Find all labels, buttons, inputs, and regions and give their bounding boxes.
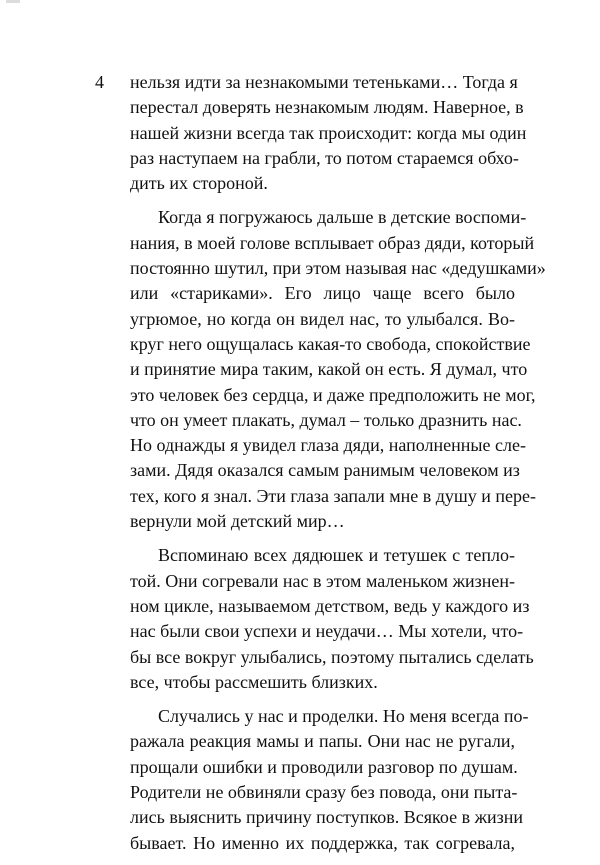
text-line: прощали ошибки и проводили разговор по душам. [130, 756, 518, 777]
text-line: нания, в моей голове всплывает образ дяди, который [130, 232, 535, 253]
text-line: постоянно шутил, при этом называя нас «дедушками» [130, 258, 546, 279]
text-line: ражала реакция мамы и папы. Они нас не ругали, [130, 731, 515, 752]
paragraph-4 [130, 704, 529, 856]
page-number: 4 [95, 72, 104, 92]
text-line: Когда я погружаюсь дальше в детские воспоми- [158, 207, 527, 228]
text-line: тех, кого я знал. Эти глаза запали мне в душу и пере- [130, 485, 536, 506]
text-line: зами. Дядя оказался самым ранимым человеком из [130, 460, 520, 481]
paragraph-2 [130, 205, 546, 534]
text-line: бывает. Но именно их поддержка, так согревала, [130, 832, 515, 853]
text-line: нас были свои успехи и неудачи… Мы хотели, что- [130, 621, 524, 642]
text-line: круг него ощущалась какая-то свобода, спокойствие [130, 333, 531, 354]
text-line: Случались у нас и проделки. Но меня всегда по- [158, 706, 529, 727]
paragraph-1 [130, 70, 527, 196]
text-line: и принятие мира таким, какой он есть. Я думал, что [130, 359, 528, 380]
text-line: той. Они согревали нас в этом маленьком жизнен- [130, 570, 515, 591]
text-line: вернули мой детский мир… [130, 511, 345, 532]
text-line: что он умеет плакать, думал – только дразнить нас. [130, 409, 522, 430]
text-line: бы все вокруг улыбались, поэтому пытались сделать [130, 646, 534, 667]
paragraph-3 [130, 543, 534, 695]
text-line: это человек без сердца, и даже предположить не мог, [130, 384, 536, 405]
text-line: Но однажды я увидел глаза дяди, наполненные сле- [130, 435, 526, 456]
text-line: нашей жизни всегда так происходит: когда мы один [130, 122, 527, 143]
scan-edge-mark [6, 0, 20, 3]
text-line: раз наступаем на грабли, то потом стараемся обхо- [130, 147, 519, 168]
body-text [130, 70, 546, 865]
text-line: Вспоминаю всех дядюшек и тетушек с тепло- [158, 545, 515, 566]
text-line: Родители не обвиняли сразу без повода, они пыта- [130, 782, 518, 803]
text-line: все, чтобы рассмешить близких. [130, 671, 378, 692]
text-line: нельзя идти за незнакомыми тетеньками… Тогда я [130, 72, 518, 92]
text-line: или «стариками». Его лицо чаще всего было [130, 283, 515, 304]
text-line: лись выяснить причину поступков. Всякое в жизни [130, 807, 524, 828]
text-line: ном цикле, называемом детством, ведь у каждого из [130, 595, 530, 616]
text-line: перестал доверять незнакомым людям. Наверное, в [130, 97, 524, 118]
text-line: дить их стороной. [130, 173, 268, 194]
text-line: угрюмое, но когда он видел нас, то улыбался. Во- [130, 308, 515, 329]
